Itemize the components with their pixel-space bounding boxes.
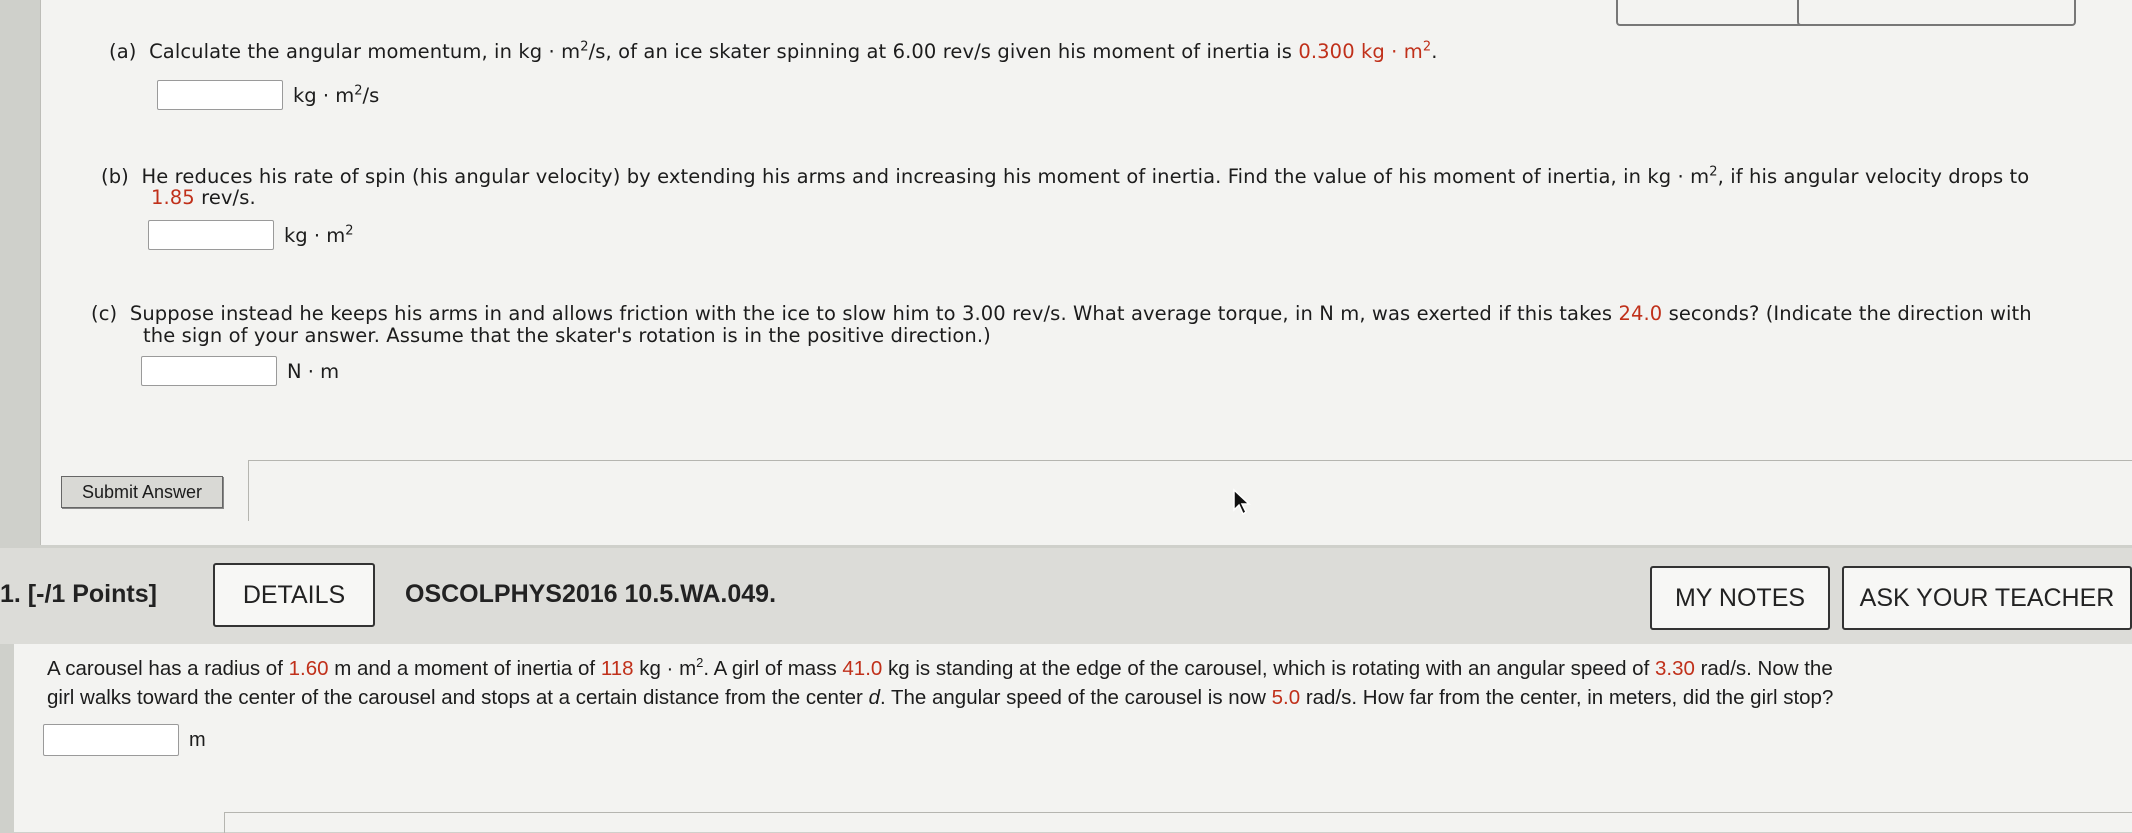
- my-notes-button-top[interactable]: [1616, 0, 1825, 26]
- question-text-line2: girl walks toward the center of the carousel and stops at a certain distance from the center d. The angular speed of the carousel is now 5.0 rad/s. How far from the center, in meters, did the girl stop?: [47, 686, 1834, 709]
- part-b-prompt: (b) He reduces his rate of spin (his angular velocity) by extending his arms and increasing his moment of inertia. Find the value of his moment of inertia, in kg · $m^2$, if his angular velocity drops to: [101, 164, 2030, 188]
- part-b-answer-row: [148, 220, 354, 250]
- next-section-divider: [224, 812, 2132, 833]
- question-points: 1. [-/1 Points]: [0, 580, 157, 608]
- question-answer-row: [43, 724, 206, 756]
- question-body-panel: [14, 644, 2132, 832]
- part-a-prompt: (a) Calculate the angular momentum, in kg · $m^2/s$, of an ice skater spinning at 6.00 rev/s given his moment of inertia is 0.300 kg · $m^2$.: [109, 39, 1438, 63]
- question-answer-input[interactable]: [43, 724, 179, 756]
- submit-answer-button[interactable]: Submit Answer: [61, 476, 223, 508]
- question-text-line1: A carousel has a radius of 1.60 m and a moment of inertia of 118 kg · $m^2$. A girl of mass 41.0 kg is standing at the edge of the carousel, which is rotating with an angular speed of 3.30 rad/s. Now the: [47, 655, 1833, 680]
- details-button[interactable]: DETAILS: [213, 563, 375, 627]
- ask-teacher-button-top[interactable]: [1797, 0, 2076, 26]
- part-c-answer-row: [141, 356, 339, 386]
- part-c-prompt: (c) Suppose instead he keeps his arms in and allows friction with the ice to slow him to 3.00 rev/s. What average torque, in N m, was exerted if this takes 24.0 seconds? (Indicate the direction with: [91, 302, 2032, 325]
- part-c-prompt-line2: the sign of your answer. Assume that the skater's rotation is in the positive direction.): [143, 324, 991, 347]
- question-answer-unit: m: [189, 728, 206, 751]
- part-c-unit: N · m: [287, 359, 340, 383]
- mouse-cursor-icon: [1232, 488, 1252, 516]
- part-b-prompt-line2: 1.85 rev/s.: [151, 186, 256, 209]
- part-b-answer-input[interactable]: [148, 220, 274, 250]
- ask-your-teacher-button[interactable]: ASK YOUR TEACHER: [1842, 566, 2132, 630]
- my-notes-button[interactable]: MY NOTES: [1650, 566, 1830, 630]
- part-b-unit: kg · $m^2$: [284, 223, 354, 247]
- part-a-answer-row: [157, 80, 379, 110]
- part-a-unit: kg · $m^2/s$: [293, 83, 380, 107]
- question-code: OSCOLPHYS2016 10.5.WA.049.: [405, 580, 777, 608]
- part-c-answer-input[interactable]: [141, 356, 277, 386]
- submit-area-divider: [248, 460, 2132, 521]
- part-a-answer-input[interactable]: [157, 80, 283, 110]
